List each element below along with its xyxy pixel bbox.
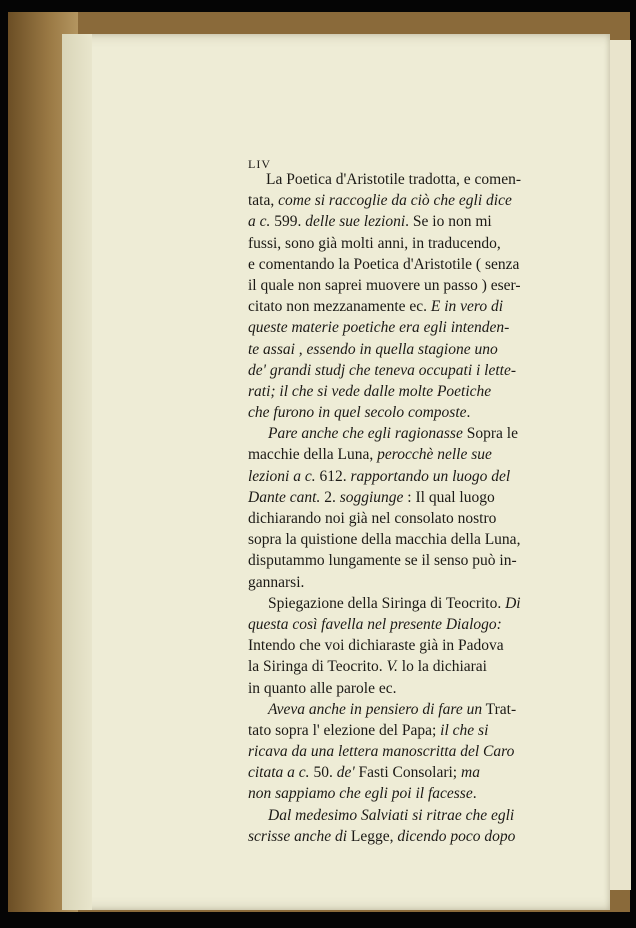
roman-text: Intendo che voi dichiaraste già in Padova	[248, 637, 504, 655]
text-line	[248, 317, 570, 338]
roman-text: 612.	[315, 467, 351, 485]
text-line	[248, 593, 570, 614]
italic-text: rapportando un luogo del	[350, 467, 511, 485]
italic-text: queste materie poetiche era egli intenden-	[248, 319, 510, 337]
roman-text: .	[466, 404, 471, 422]
text-line	[248, 741, 570, 762]
italic-text: a c.	[248, 213, 271, 231]
italic-text: de' grandi studj che teneva occupati i lette-	[248, 361, 517, 379]
roman-text: : Il qual luogo	[403, 488, 495, 506]
text-line	[248, 487, 570, 508]
page-gutter	[62, 34, 92, 910]
text-line	[248, 529, 570, 550]
text-line	[248, 678, 570, 699]
text-line	[248, 805, 570, 826]
roman-text: .	[472, 785, 477, 803]
roman-text: e comentando la Poetica d'Aristotile ( senza	[248, 255, 520, 273]
roman-text: Fasti Consolari;	[354, 764, 461, 782]
text-line	[248, 190, 570, 211]
text-line	[248, 550, 570, 571]
roman-text: . Se io non mi	[405, 213, 492, 231]
text-line	[248, 423, 570, 444]
roman-text: 2.	[320, 488, 340, 506]
italic-text: lezioni a c.	[248, 467, 316, 485]
italic-text: scrisse anche di	[248, 827, 348, 845]
text-line	[248, 826, 570, 847]
italic-text: de'	[336, 764, 355, 782]
roman-text: citato non mezzanamente ec.	[248, 298, 431, 316]
text-line	[248, 762, 570, 783]
text-line	[248, 254, 570, 275]
italic-text: Dal medesimo Salviati si ritrae che egli	[268, 806, 515, 824]
text-line	[248, 296, 570, 317]
text-line	[248, 275, 570, 296]
text-line	[248, 466, 570, 487]
italic-text: non sappiamo che egli poi il facesse	[248, 785, 473, 803]
facing-page-edge	[608, 40, 631, 890]
text-line	[248, 402, 570, 423]
italic-text: V.	[386, 658, 398, 676]
roman-text: tato sopra l' elezione del Papa;	[248, 721, 441, 739]
text-line	[248, 444, 570, 465]
italic-text: perocchè nelle sue	[377, 446, 492, 464]
text-line	[248, 233, 570, 254]
italic-text: Dante cant.	[248, 488, 321, 506]
roman-text: la Siringa di Teocrito.	[248, 658, 387, 676]
italic-text: rati; il che si vede dalle molte Poetiche	[248, 382, 492, 400]
italic-text: dicendo poco dopo	[397, 827, 516, 845]
italic-text: Di	[505, 594, 521, 612]
roman-text: in quanto alle parole ec.	[248, 679, 397, 697]
roman-text: il quale non saprei muovere un passo ) eser-	[248, 276, 521, 294]
italic-text: delle sue lezioni	[305, 213, 406, 231]
roman-text: fussi, sono già molti anni, in traducendo,	[248, 234, 501, 252]
text-line	[248, 614, 570, 635]
roman-text: dichiarando noi già nel consolato nostro	[248, 510, 497, 527]
roman-text: 50.	[309, 764, 337, 782]
italic-text: il che si	[440, 721, 489, 739]
roman-text: Sopra le	[462, 425, 518, 443]
text-line	[248, 339, 570, 360]
roman-text: Trat-	[482, 700, 517, 718]
italic-text: citata a c.	[248, 764, 310, 782]
page-number: LIV	[248, 157, 271, 171]
text-line	[248, 572, 570, 593]
italic-text: Pare anche che egli ragionasse	[268, 425, 463, 443]
roman-text: disputammo lungamente se il senso può in-	[248, 552, 517, 570]
text-line	[248, 656, 570, 677]
text-line	[248, 360, 570, 381]
text-line	[248, 720, 570, 741]
roman-text: Spiegazione della Siringa di Teocrito.	[268, 594, 506, 612]
italic-text: Aveva anche in pensiero di fare un	[268, 700, 483, 718]
italic-text: ma	[461, 764, 480, 782]
roman-text: lo la dichiarai	[397, 658, 487, 676]
text-line	[248, 381, 570, 402]
text-line	[248, 508, 570, 529]
text-line	[248, 699, 570, 720]
text-line	[248, 635, 570, 656]
italic-text: soggiunge	[339, 488, 404, 506]
italic-text: ricava da una lettera manoscritta del Caro	[248, 743, 515, 761]
roman-text: macchie della Luna,	[248, 446, 378, 464]
roman-text: La Poetica d'Aristotile tradotta, e comen-	[266, 171, 522, 188]
roman-text: gannarsi.	[248, 573, 305, 591]
italic-text: come si raccoglie da ciò che egli dice	[278, 192, 512, 210]
body-text	[248, 157, 570, 847]
roman-text: sopra la quistione della macchia della Luna,	[248, 531, 521, 549]
italic-text: E in vero di	[430, 298, 504, 316]
text-line	[248, 783, 570, 804]
italic-text: questa così favella nel presente Dialogo:	[248, 615, 502, 633]
roman-text: Legge,	[347, 827, 398, 845]
roman-text: 599.	[270, 213, 306, 231]
roman-text: tata,	[248, 192, 279, 210]
italic-text: te assai , essendo in quella stagione uno	[248, 340, 498, 358]
italic-text: che furono in quel secolo composte	[248, 404, 467, 422]
text-line	[248, 211, 570, 232]
text-line	[248, 169, 570, 190]
